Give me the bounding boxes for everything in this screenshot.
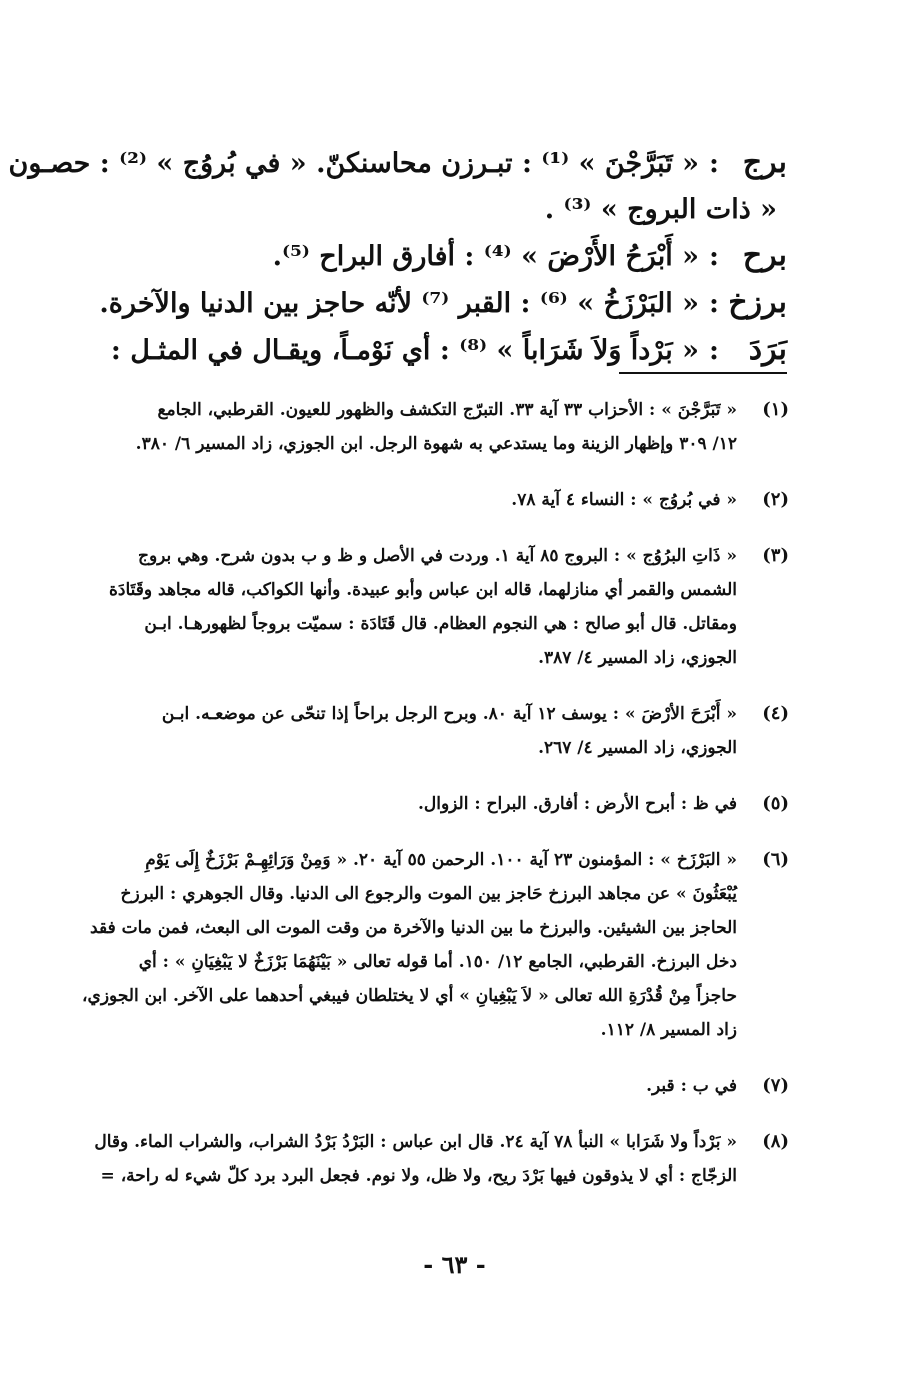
footnote-line: الشمس والقمر أي منازلهما، قاله ابن عباس وأبو عبيدة. وأنها الكواكب، قاله مجاهد وقَتَادَة	[108, 580, 737, 600]
entry-headword: بَرَدَ	[748, 332, 787, 367]
footnote-number: (٤)	[762, 703, 789, 724]
entry-headword: برح	[742, 238, 787, 273]
footnote	[109, 483, 789, 517]
footnotes	[82, 393, 789, 1215]
entry-line	[110, 327, 787, 374]
entry-continuation-line	[115, 187, 787, 233]
footnote-line: « بَرْداً ولا شَرَابا » النبأ ٧٨ آية ٢٤. قال ابن عباس : البَرْدُ بَرْدُ الشراب، والشراب الماء. وقال	[94, 1132, 737, 1152]
footnote-line: « أَبْرَحَ الأرْضَ » : يوسف ١٢ آية ٨٠. وبرح الرجل براحاً إذا تنحّى عن موضعـه. ابـن	[161, 704, 737, 724]
footnote-number: (٦)	[762, 849, 789, 870]
footnote-body	[109, 483, 737, 517]
dictionary-entries	[8, 140, 787, 374]
footnote-line: حاجزاً مِنْ قُدْرَةِ الله تعالى « لاَ يَبْغِيانِ » أي لا يختلطان فيبغي أحدهما على الآخر. ابن الجوزي،	[82, 986, 737, 1006]
footnote-line: الزجّاج : أي لا يذوقون فيها بَرْدَ ريح، ولا ظل، ولا نوم. فجعل البرد برد كلّ شيء له راحة، =	[100, 1166, 737, 1186]
footnote-line: ومقاتل. قال أبو صالح : هي النجوم العظام. قال قَتَادَة : سميّت بروجاً لظهورهـا. ابـن	[144, 614, 737, 634]
entry-headword: برزخ	[728, 285, 787, 320]
footnote-line: « في بُروُج » : النساء ٤ آية ٧٨.	[511, 490, 737, 510]
footnote-body	[94, 1125, 737, 1193]
footnote-line: في ظ : أبرح الأرض : أفارق. البراح : الزوال.	[417, 794, 737, 814]
footnote-line: الجوزي، زاد المسير ٤/ ٢٦٧.	[538, 738, 737, 758]
footnote-number: (٣)	[762, 545, 789, 566]
footnote-line: ١٢/ ٣٠٩ وإظهار الزينة وما يستدعي به شهوة الرجل. ابن الجوزي، زاد المسير ٦/ ٣٨٠.	[135, 434, 737, 454]
footnote-line: زاد المسير ٨/ ١١٢.	[600, 1020, 737, 1040]
entry-colon: :	[709, 335, 719, 366]
footnote-line: « تَبَرَّجْنَ » : الأحزاب ٣٣ آية ٣٣. التبرّج التكشف والظهور للعيون. القرطبي، الجامع	[157, 400, 737, 420]
entry-text: « البَرْزَخُ » ⁽⁶⁾ : القبر ⁽⁷⁾ لأنّه حاجز بين الدنيا والآخرة.	[99, 288, 699, 319]
entry-colon: :	[709, 148, 719, 179]
entry-text: « أَبْرَحُ الأَرْضَ » ⁽⁴⁾ : أفارق البراح ⁽⁵⁾.	[272, 241, 699, 272]
entry-text: « تَبَرَّجْنَ » ⁽¹⁾ : تبـرزن محاسنكنّ. « في بُروُج » ⁽²⁾ : حصـون	[8, 148, 699, 179]
footnote-number: (٢)	[762, 489, 789, 510]
footnote-body	[109, 787, 737, 821]
footnote-number: (١)	[762, 399, 789, 420]
footnote-body	[109, 539, 737, 675]
footnote	[109, 697, 789, 765]
footnote-separator	[619, 372, 787, 374]
footnote	[82, 843, 789, 1047]
footnote-body	[109, 393, 737, 461]
page-number: - ٦٣ -	[423, 1250, 486, 1279]
footnote	[94, 1125, 789, 1193]
footnote	[109, 1069, 789, 1103]
entry-line	[8, 140, 787, 187]
footnote-line: « ذَاتِ البرُوُج » : البروج ٨٥ آية ١. وردت في الأصل و ظ و ب بدون شرح. وهي بروج	[137, 546, 737, 566]
footnote	[109, 539, 789, 675]
entry-line	[115, 233, 787, 280]
entry-colon: :	[709, 241, 719, 272]
entry-colon: :	[709, 288, 719, 319]
entry-headword: برج	[742, 145, 787, 180]
footnote-line: دخل البرزخ. القرطبي، الجامع ١٢/ ١٥٠. أما قوله تعالى « بَيْنَهُمَا بَرْزَخٌ لا يَبْغِيَانِ » : أي	[138, 952, 737, 972]
entry-text: « بَرْداً وَلاَ شَرَاباً » ⁽⁸⁾ : أي نَوْمـاً، ويقـال في المثـل :	[110, 335, 699, 366]
footnote-body	[109, 1069, 737, 1103]
footnote-body	[82, 843, 737, 1047]
footnote-line: الجوزي، زاد المسير ٤/ ٣٨٧.	[538, 648, 737, 668]
footnote-line: « البَرْزَخ » : المؤمنون ٢٣ آية ١٠٠. الرحمن ٥٥ آية ٢٠. « وَمِنْ وَرَائِهِـمْ بَرْزَخٌ إِلَى يَوْمِ	[145, 850, 737, 870]
footnote-line: الحاجز بين الشيئين. والبرزخ ما بين الدنيا والآخرة من وقت الموت الى البعث، فمن مات فقد	[90, 918, 737, 938]
footnote-number: (٧)	[762, 1075, 789, 1096]
footnote	[109, 393, 789, 461]
footnote-number: (٨)	[762, 1131, 789, 1152]
footnote-line: يُبْعَثُونَ » عن مجاهد البرزخ حَاجز بين الموت والرجوع الى الدنيا. وقال الجوهري : البرزخ	[120, 884, 737, 904]
footnote-line: في ب : قبر.	[646, 1076, 737, 1096]
footnote	[109, 787, 789, 821]
footnote-number: (٥)	[762, 793, 789, 814]
entry-line	[99, 280, 787, 327]
entry-text: « ذات البروج » ⁽³⁾ .	[544, 194, 777, 225]
footnote-body	[109, 697, 737, 765]
